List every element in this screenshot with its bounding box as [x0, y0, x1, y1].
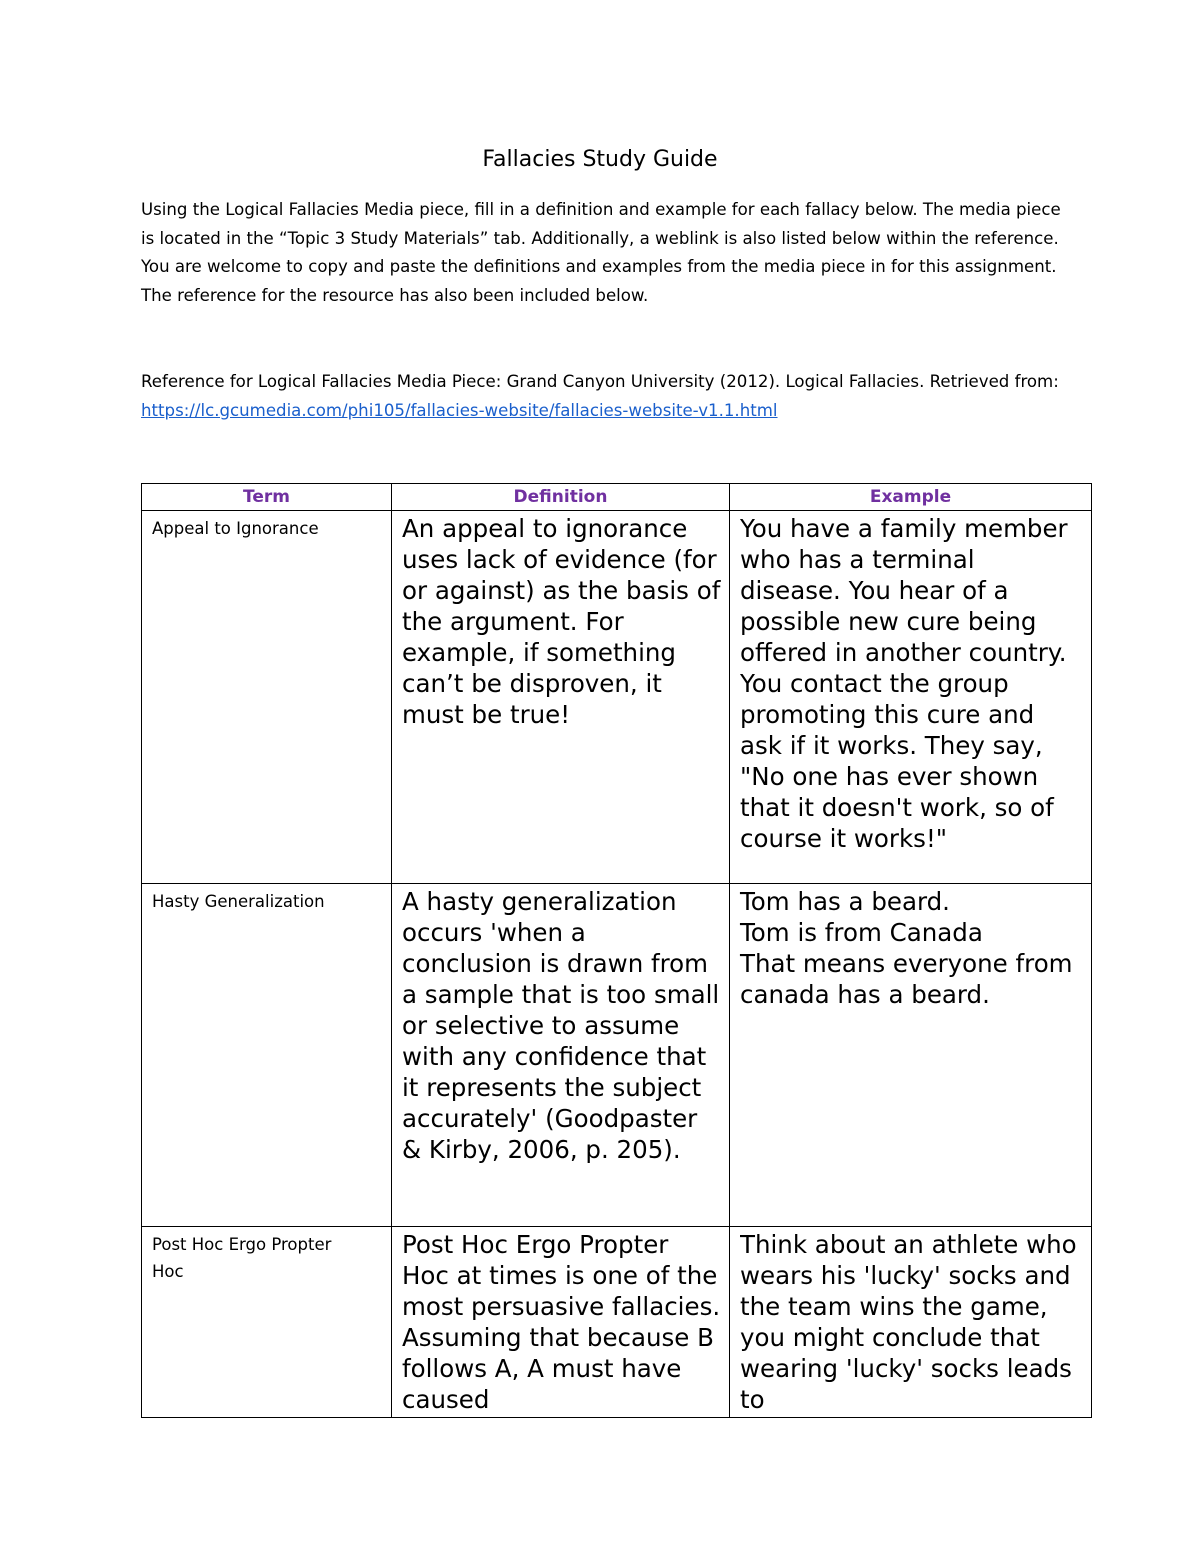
definition-cell[interactable]: A hasty generalization occurs 'when a conclusion is drawn from a sample that is too small or selective to assume with any confidence that it represents the subject accurately' (Goodpaster & Kirby, 2006, p. 205).	[392, 884, 730, 1227]
fallacies-table	[141, 483, 1092, 1418]
example-line: Tom is from Canada	[740, 918, 983, 947]
header-definition: Definition	[392, 484, 730, 511]
term-cell: Appeal to Ignorance	[142, 511, 392, 884]
example-cell[interactable]: You have a family member who has a terminal disease. You hear of a possible new cure being offered in another country. You contact the group promoting this cure and ask if it works. They say, "No one has ever shown that it doesn't work, so of course it works!"	[730, 511, 1092, 884]
definition-text: Post Hoc Ergo Propter Hoc at times is one of the most persuasive fallacies. Assuming that because B follows A, A must have caused	[402, 1230, 721, 1413]
table-row	[142, 511, 1092, 884]
term-line: Hoc	[152, 1262, 184, 1281]
table-row	[142, 884, 1092, 1227]
definition-cell[interactable]: An appeal to ignorance uses lack of evidence (for or against) as the basis of the argument. For example, if something can’t be disproven, it must be true!	[392, 511, 730, 884]
example-cell[interactable]	[730, 1227, 1092, 1418]
reference-line	[141, 368, 1071, 425]
header-example: Example	[730, 484, 1092, 511]
table-row	[142, 1227, 1092, 1418]
reference-link[interactable]: https://lc.gcumedia.com/phi105/fallacies-website/fallacies-website-v1.1.html	[141, 400, 778, 420]
term-cell	[142, 1227, 392, 1418]
instructions-text: Using the Logical Fallacies Media piece, fill in a definition and example for each fallacy below. The media piece is located in the “Topic 3 Study Materials” tab. Additionally, a weblink is also listed below within the reference. You are welcome to copy and paste the definitions and examples from the media piece in for this assignment. The reference for the resource has also been included below.	[141, 200, 1061, 305]
term-cell: Hasty Generalization	[142, 884, 392, 1227]
example-line: Tom has a beard.	[740, 887, 950, 916]
page-title: Fallacies Study Guide	[482, 147, 718, 172]
example-cell[interactable]	[730, 884, 1092, 1227]
table-header-row	[142, 484, 1092, 511]
definition-cell[interactable]	[392, 1227, 730, 1418]
reference-text: Reference for Logical Fallacies Media Piece: Grand Canyon University (2012). Logical Fallacies. Retrieved from:	[141, 372, 1059, 391]
instructions-paragraph	[141, 196, 1071, 310]
header-term: Term	[142, 484, 392, 511]
term-line: Post Hoc Ergo Propter	[152, 1235, 332, 1254]
example-line: That means everyone from canada has a beard.	[740, 949, 1073, 1009]
reference-paragraph	[141, 368, 1071, 425]
example-text: Think about an athlete who wears his 'lucky' socks and the team wins the game, you might conclude that wearing 'lucky' socks leads to	[740, 1230, 1077, 1413]
